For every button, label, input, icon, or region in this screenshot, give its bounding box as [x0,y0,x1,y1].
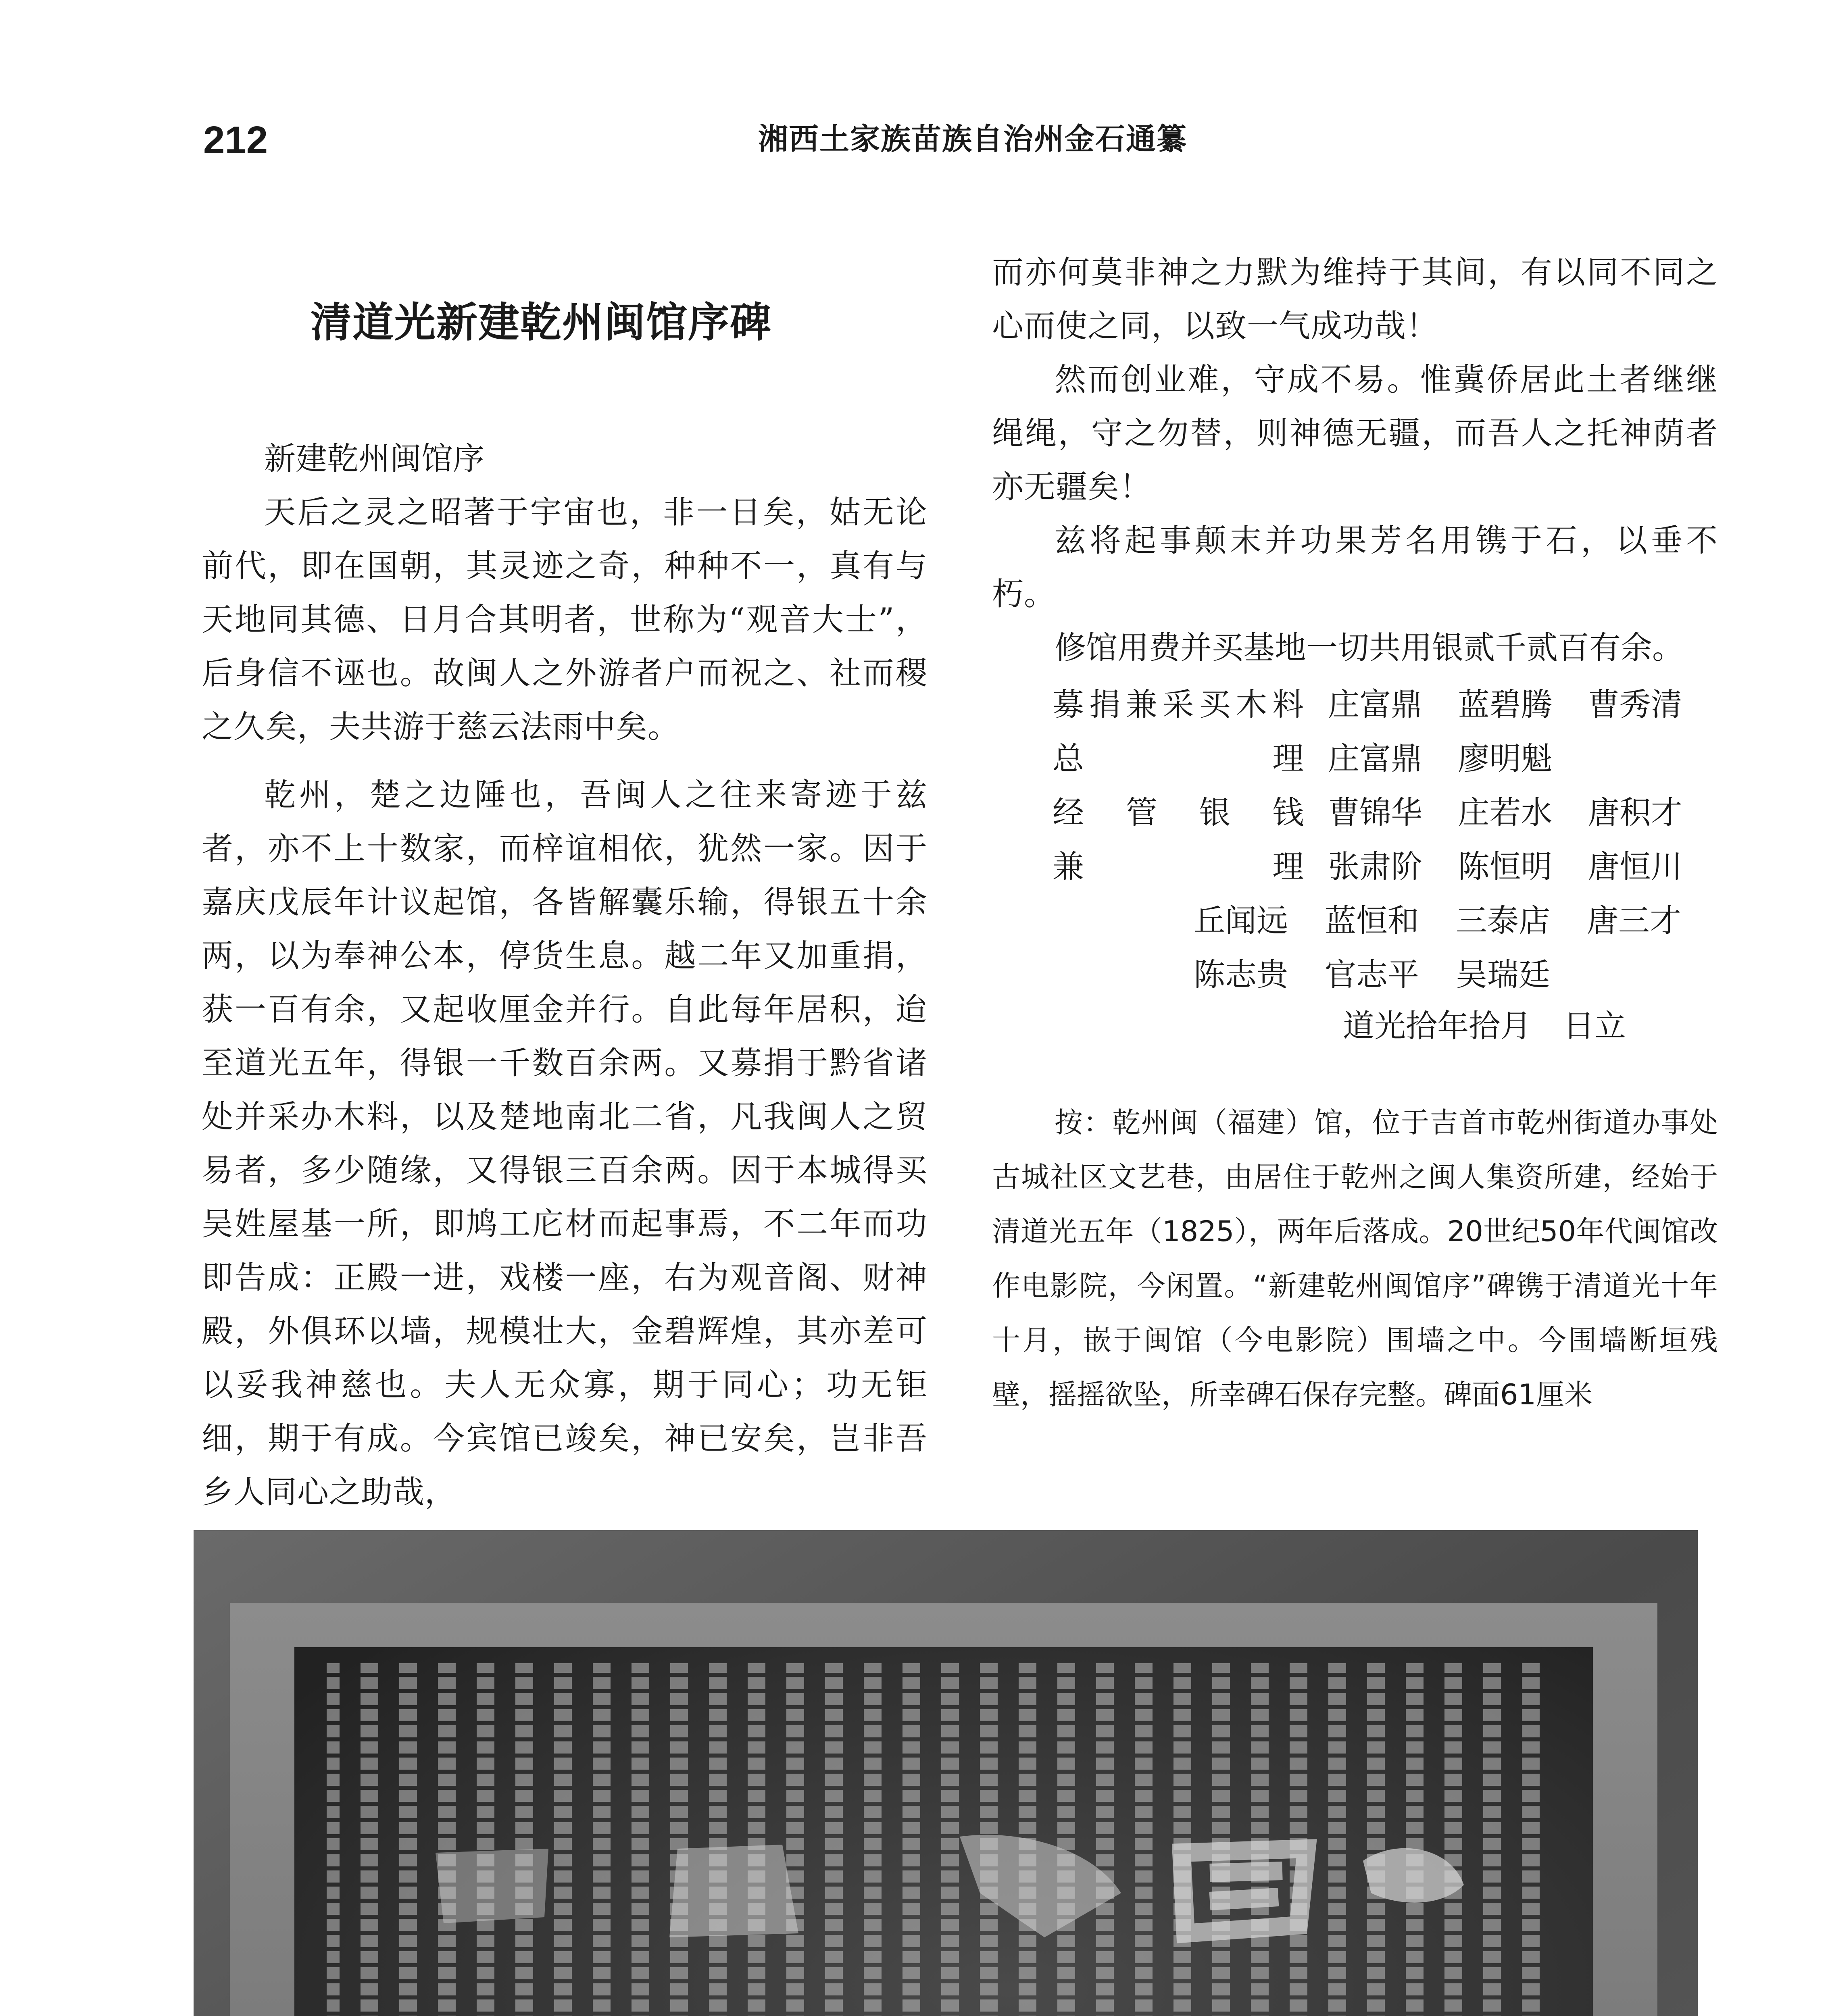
running-head: 湘西土家族苗族自治州金石通纂 [758,122,1187,156]
donor-name: 曹秀清 [1588,687,1682,723]
inscription-subtitle: 新建乾州闽馆序 [264,441,485,477]
donor-name: 唐恒川 [1588,849,1682,885]
donor-table-extra [1194,891,1718,999]
donor-role: 经管银钱 [1053,795,1304,831]
donor-table [1053,675,1718,891]
donor-role: 总理 [1053,741,1304,777]
donor-row [1053,729,1718,783]
donor-name [1588,729,1718,783]
donor-role: 募捐兼采买木料 [1053,687,1304,723]
article-title: 清道光新建乾州闽馆序碑 [311,299,772,347]
donor-name: 蓝碧腾 [1458,687,1553,723]
donor-name: 丘闻远 [1194,903,1288,939]
body-paragraph: 而亦何莫非神之力默为维持于其间，有以同不同之心而使之同，以致一气成功哉！ [992,254,1718,344]
donor-row [1053,675,1718,729]
donor-name: 蓝恒和 [1325,903,1419,939]
donor-row [1053,837,1718,891]
body-paragraph: 乾州，楚之边陲也，吾闽人之往来寄迹于兹者，亦不上十数家，而梓谊相依，犹然一家。因于嘉庆戊辰年计议起馆，各皆解囊乐输，得银五十余两，以为奉神公本，停货生息。越二年又加重捐，获一百有余，又起收厘金并行。自此每年居积，迨至道光五年，得银一千数百余两。又募捐于黔省诸处并采办木料，以及楚地南北二省，凡我闽人之贸易者，多少随缘，又得银三百余两。因于本城得买吴姓屋基一所，即鸠工庀材而起事焉，不二年而功即告成：正殿一进，戏楼一座，右为观音阁、财神殿，外俱环以墙，规模壮大，金碧辉煌，其亦差可以妥我神慈也。夫人无众寡，期于同心；功无钜细，期于有成。今宾馆已竣矣，神已安矣，岂非吾乡人同心之助哉， [202,777,928,1511]
donor-name: 陈志贵 [1194,957,1288,993]
donor-row [1053,783,1718,837]
expense-line: 修馆用费并买基地一切共用银贰千贰百有余。 [1055,630,1684,666]
date-line: 道光拾年拾月 日立 [1343,1008,1626,1044]
inscription-columns [327,1663,1561,2016]
donor-role: 兼理 [1053,849,1304,885]
right-column [992,246,1718,1422]
donor-name: 庄富鼎 [1328,741,1423,777]
graffiti-stroke [436,1849,548,1923]
page-number: 212 [203,119,268,162]
left-column [202,282,928,1519]
donor-row [1194,945,1718,999]
body-paragraph: 兹将起事颠末并功果芳名用镌于石，以垂不朽。 [992,523,1718,612]
donor-name: 廖明魁 [1458,741,1553,777]
donor-name: 庄富鼎 [1328,687,1423,723]
donor-name: 吴瑞廷 [1456,957,1551,993]
donor-row [1194,891,1718,945]
donor-name: 陈恒明 [1458,849,1553,885]
body-paragraph: 然而创业难，守成不易。惟冀侨居此土者继继绳绳，守之勿替，则神德无疆，而吾人之托神荫者亦无疆矣！ [992,362,1718,505]
donor-name: 唐积才 [1588,795,1682,831]
donor-name: 官志平 [1325,957,1419,993]
donor-name: 庄若水 [1458,795,1553,831]
donor-name: 曹锦华 [1328,795,1423,831]
editor-note: 按：乾州闽（福建）馆，位于吉首市乾州街道办事处古城社区文艺巷，由居住于乾州之闽人集资所建，经始于清道光五年（1825），两年后落成。20世纪50年代闽馆改作电影院，今闲置。“新建乾州闽馆序”碑镌于清道光十年十月，嵌于闽馆（今电影院）围墙之中。今围墙断垣残壁，摇摇欲坠，所幸碑石保存完整。碑面61厘米 [992,1106,1718,1411]
stele-photo [194,1530,1698,2016]
body-paragraph: 天后之灵之昭著于宇宙也，非一日矣，姑无论前代，即在国朝，其灵迹之奇，种种不一，真有与天地同其德、日月合其明者，世称为“观音大士”，后身信不诬也。故闽人之外游者户而祝之、社而稷之久矣，夫共游于慈云法雨中矣。 [202,494,928,746]
donor-name: 三泰店 [1456,903,1551,939]
donor-name: 唐三才 [1587,903,1682,939]
graffiti-stroke [669,1845,798,1937]
donor-name: 张肃阶 [1328,849,1423,885]
